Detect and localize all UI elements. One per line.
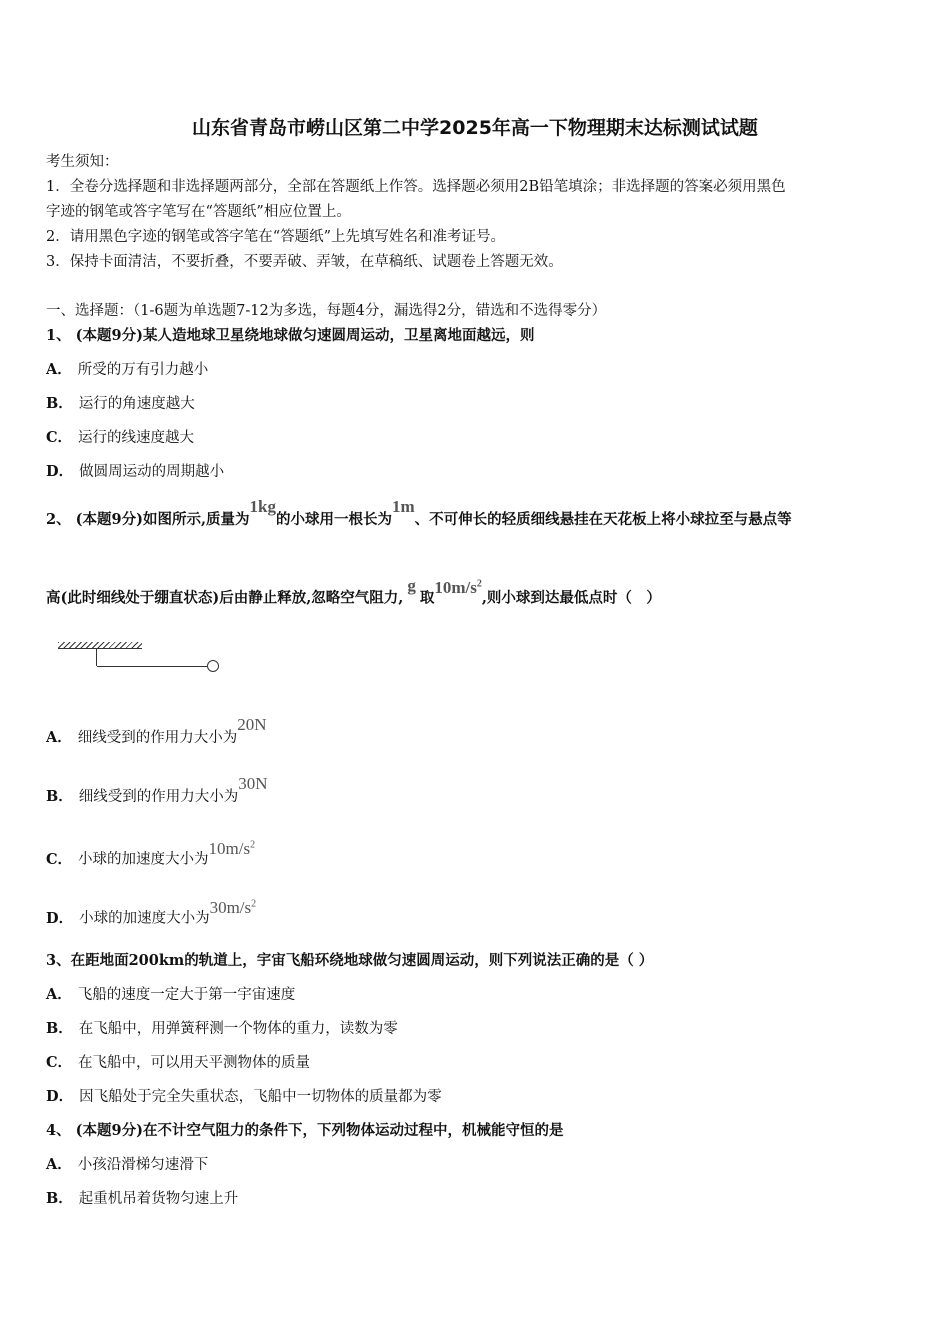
option-label: C． [46, 1054, 73, 1071]
q1-option-d [46, 463, 224, 481]
q3-option-b [46, 1020, 398, 1038]
page-title: 山东省青岛市崂山区第二中学2025年高一下物理期末达标测试试题 [192, 117, 758, 139]
option-label: A． [46, 1156, 72, 1173]
option-text: 因飞船处于完全失重状态，飞船中一切物体的质量都为零 [79, 1089, 442, 1105]
option-label: B． [46, 788, 73, 805]
q4-option-b [46, 1190, 238, 1208]
g-value: 10m/s [434, 577, 477, 597]
ball-icon [207, 660, 219, 672]
value-exponent: 2 [250, 839, 256, 850]
string-line [97, 666, 207, 667]
option-text: 飞船的速度一定大于第一宇宙速度 [77, 987, 296, 1003]
q1-option-b [46, 395, 195, 413]
option-label: A． [46, 986, 72, 1003]
option-label: C． [46, 850, 73, 868]
option-label: A． [46, 729, 72, 746]
option-label: D． [46, 1088, 74, 1105]
option-text: 所受的万有引力越小 [77, 362, 209, 378]
option-label: C． [46, 429, 73, 446]
option-text: 细线受到的作用力大小为 [77, 730, 238, 746]
notice-item-1: 1．全卷分选择题和非选择题两部分，全部在答题纸上作答。选择题必须用2B铅笔填涂；非选择题的答案必须用黑色 [46, 179, 786, 195]
q2-mass: 1kg [249, 497, 276, 516]
q3-option-d [46, 1088, 442, 1106]
q4-stem: 4、 (本题9分)在不计空气阻力的条件下，下列物体运动过程中，机械能守恒的是 [46, 1122, 564, 1139]
option-text: 细线受到的作用力大小为 [78, 789, 239, 805]
option-text: 在飞船中，可以用天平测物体的质量 [78, 1055, 311, 1071]
value-number: 30m/s [209, 897, 252, 917]
q2-length: 1m [391, 497, 415, 516]
option-value: 20N [237, 715, 267, 734]
option-text: 在飞船中，用弹簧秤测一个物体的重力，读数为零 [78, 1021, 398, 1037]
option-text: 做圆周运动的周期越小 [79, 464, 225, 480]
option-value: 30N [238, 774, 268, 793]
notice-item-3: 3．保持卡面清洁，不要折叠，不要弄破、弄皱，在草稿纸、试题卷上答题无效。 [46, 254, 563, 270]
q2-text: 的小球用一根长为 [275, 511, 392, 528]
option-text: 起重机吊着货物匀速上升 [78, 1191, 239, 1207]
option-label: B． [46, 1190, 73, 1207]
q3-option-a [46, 986, 295, 1004]
q1-option-a [46, 361, 208, 379]
q2-stem-line1 [46, 497, 792, 529]
q3-stem: 3、在距地面200km的轨道上，宇宙飞船环绕地球做匀速圆周运动，则下列说法正确的是（ ） [46, 952, 654, 969]
notice-item-2: 2．请用黑色字迹的钢笔或答字笔在“答题纸”上先填写姓名和准考证号。 [46, 229, 506, 245]
option-text: 小球的加速度大小为 [79, 910, 210, 927]
q2-text: ,则小球到达最低点时（ ） [481, 589, 661, 607]
ceiling-line [58, 648, 142, 649]
value-exponent: 2 [251, 898, 257, 909]
option-value [210, 898, 257, 917]
q3-option-c [46, 1054, 310, 1072]
notice-heading: 考生须知： [46, 154, 119, 170]
q2-text: 2、 (本题9分)如图所示,质量为 [46, 511, 250, 528]
q2-g: g [407, 575, 416, 595]
q2-text: 、不可伸长的轻质细线悬挂在天花板上将小球拉至与悬点等 [414, 511, 792, 528]
suspension-pin [96, 649, 97, 666]
option-label: A． [46, 361, 72, 378]
q2-stem-line2 [46, 575, 661, 608]
option-label: D． [46, 463, 74, 480]
q2-option-d [46, 897, 257, 928]
option-text: 小球的加速度大小为 [78, 851, 209, 868]
q2-option-c [46, 838, 256, 869]
q2-option-a [46, 715, 267, 747]
value-number: 10m/s [208, 838, 251, 858]
q2-option-b [46, 774, 268, 806]
option-label: B． [46, 1020, 73, 1037]
option-text: 运行的角速度越大 [78, 396, 195, 412]
g-exponent: 2 [476, 578, 482, 589]
q2-text: 高(此时细线处于绷直状态)后由静止释放,忽略空气阻力, [46, 589, 404, 607]
q2-text: 取 [419, 589, 435, 607]
q1-option-c [46, 429, 194, 447]
q2-g-value [434, 578, 482, 597]
option-value [209, 839, 256, 858]
q1-stem: 1、 (本题9分)某人造地球卫星绕地球做匀速圆周运动，卫星离地面越远，则 [46, 327, 535, 344]
option-text: 小孩沿滑梯匀速滑下 [77, 1157, 209, 1173]
notice-item-1-cont: 字迹的钢笔或答字笔写在“答题纸”相应位置上。 [46, 204, 351, 220]
option-text: 运行的线速度越大 [78, 430, 195, 446]
option-label: D． [46, 909, 74, 927]
section-heading: 一、选择题：（1-6题为单选题7-12为多选，每题4分，漏选得2分，错选和不选得零分） [46, 303, 607, 319]
q4-option-a [46, 1156, 208, 1174]
option-label: B． [46, 395, 73, 412]
